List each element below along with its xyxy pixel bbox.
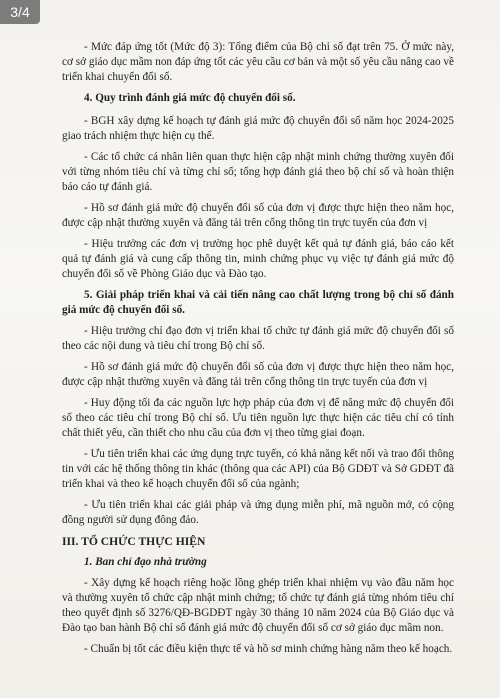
paragraph-4-2: - Các tổ chức cá nhân liên quan thực hiện cập nhật minh chứng thường xuyên đối với từng nhóm tiêu chí và từng chỉ số; tổng hợp đánh giá theo bộ chỉ số và hoàn thiện báo cáo tự đánh giá. — [62, 151, 454, 193]
heading-section-4: 4. Quy trình đánh giá mức độ chuyển đổi số. — [84, 92, 296, 104]
heading-steering-committee: 1. Ban chỉ đạo nhà trường — [84, 556, 207, 568]
paragraph-level-3: - Mức đáp ứng tốt (Mức độ 3): Tổng điểm của Bộ chỉ số đạt trên 75. Ở mức này, cơ sở giáo dục mầm non đáp ứng tốt các yêu cầu cơ bản và một số yêu cầu nâng cao về triển khai chuyển đổi số. — [62, 41, 454, 83]
paragraph-5-2: - Hồ sơ đánh giá mức độ chuyển đổi số của đơn vị được thực hiện theo năm học, được cập nhật thường xuyên và đăng tải trên cổng thông tin trực tuyến của đơn vị — [62, 361, 454, 388]
heading-section-III: III. TỔ CHỨC THỰC HIỆN — [62, 535, 206, 548]
paragraph-5-4: - Ưu tiên triển khai các ứng dụng trực tuyến, có khả năng kết nối và trao đổi thông tin với các hệ thống thông tin khác (thông qua các API) của Bộ GDĐT và Sở GDĐT đã triển khai và theo kế hoạch chuyển đổi số của ngành; — [62, 448, 454, 490]
paragraph-III-2: - Chuẩn bị tốt các điều kiện thực tế và hồ sơ minh chứng hàng năm theo kế hoạch. — [84, 643, 453, 655]
paragraph-4-1: - BGH xây dựng kế hoạch tự đánh giá mức độ chuyển đổi số năm học 2024-2025 giao trách nhiệm thực hiện cụ thể. — [62, 115, 454, 142]
paragraph-4-4: - Hiệu trưởng các đơn vị trường học phê duyệt kết quả tự đánh giá, báo cáo kết quả tự đánh giá và cung cấp thông tin, minh chứng phục vụ việc tự đánh giá mức độ chuyển đổi số về Phòng Giáo dục và Đào tạo. — [62, 238, 454, 280]
document-body — [62, 40, 454, 663]
paragraph-5-5: - Ưu tiên triển khai các giải pháp và ứng dụng miễn phí, mã nguồn mở, có cộng đồng người sử dụng đông đảo. — [62, 499, 454, 526]
paragraph-5-3: - Huy động tối đa các nguồn lực hợp pháp của đơn vị để nâng mức độ chuyển đổi số theo các tiêu chí trong Bộ chỉ số. Ưu tiên nguồn lực thực hiện các tiêu chí có tính chất thiết yếu, cần thiết cho nhu cầu của đơn vị theo từng giai đoạn. — [62, 397, 454, 439]
paragraph-5-1: - Hiệu trưởng chỉ đạo đơn vị triển khai tổ chức tự đánh giá mức độ chuyển đổi số theo các nội dung và tiêu chí trong Bộ chỉ số. — [62, 325, 454, 352]
paragraph-4-3: - Hồ sơ đánh giá mức độ chuyển đổi số của đơn vị được thực hiện theo năm học, được cập nhật thường xuyên và đăng tải trên cổng thông tin trực tuyến của đơn vị — [62, 202, 454, 229]
heading-section-5: 5. Giải pháp triển khai và cải tiến nâng cao chất lượng trong bộ chỉ số đánh giá mức độ chuyển đổi số. — [62, 289, 454, 316]
paragraph-III-1: - Xây dựng kế hoạch riêng hoặc lồng ghép triển khai nhiệm vụ vào đầu năm học và thường xuyên tổ chức cập nhật minh chứng; tổ chức tự đánh giá từng nhóm tiêu chí theo quyết định số 3276/QĐ-BGDĐT ngày 30 tháng 10 năm 2024 của Bộ Giáo dục và Đào tạo ban hành Bộ chỉ số đánh giá mức độ chuyển đổi số cơ sở giáo dục mầm non. — [62, 577, 454, 634]
page-indicator: 3/4 — [0, 0, 40, 24]
